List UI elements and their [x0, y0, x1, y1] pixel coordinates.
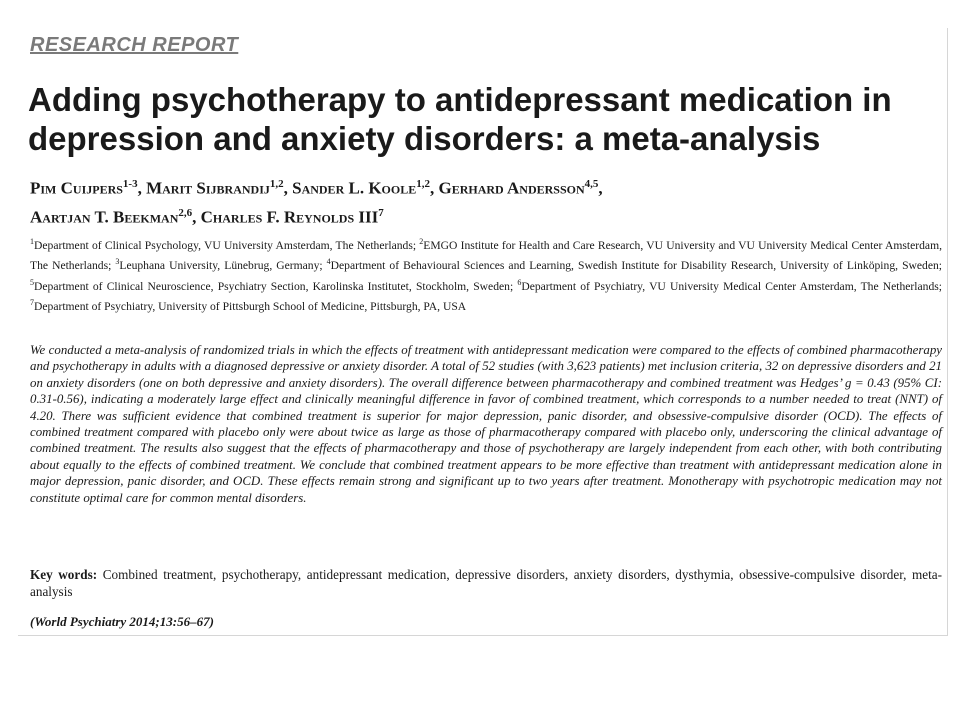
affiliation-text: EMGO Institute for Health and Care Research, VU University and VU University Medical Center Amsterdam, The Netherlands;: [30, 238, 942, 273]
author-affiliation-marker: 1,2: [416, 178, 430, 190]
author-name: Gerhard Andersson: [438, 178, 585, 198]
keywords: [30, 566, 942, 600]
affiliation-number: 7: [30, 297, 34, 307]
affiliation-number: 4: [326, 257, 331, 267]
author-list: Pim Cuijpers$^{1-3}$, Marit Sijbrandij$^{1,2}$, Sander L. Koole$^{1,2}$, Gerhard Andersson$^{4,5}$, Aartjan T. Beekman$^{2,6}$, Charles F. Reynolds III$^7$: [30, 178, 603, 227]
keywords-text: Combined treatment, psychotherapy, antidepressant medication, depressive disorders, anxiety disorders, dysthymia, obsessive-compulsive disorder, meta-analysis: [30, 567, 942, 599]
abstract: We conducted a meta-analysis of randomized trials in which the effects of treatment with antidepressant medication were compared to the effects of combined pharmacotherapy and psychotherapy in adults with a diagnosed depressive or anxiety disorder. A total of 52 studies (with 3,623 patients) met inclusion criteria, 32 on depressive disorders and 21 on anxiety disorders (one on both depressive and anxiety disorders). The overall difference between pharmacotherapy and combined treatment was Hedges’ g = 0.43 (95% CI: 0.31-0.56), indicating a moderately large effect and clinically meaningful difference in favor of combined treatment, which corresponds to a number needed to treat (NNT) of 4.20. There was sufficient evidence that combined treatment is superior for major depression, panic disorder, and obsessive-compulsive disorder (OCD). The effects of combined treatment compared with placebo only were about twice as large as those of pharmacotherapy compared with placebo only, underscoring the clinical advantage of combined treatment. The results also suggest that the effects of pharmacotherapy and those of psychotherapy are largely independent from each other, with both contributing about equally to the effects of combined treatment. We conclude that combined treatment appears to be more effective than treatment with antidepressant medication alone in major depression, panic disorder, and OCD. These effects remain strong and significant up to two years after treatment. Monotherapy with psychotropic medication may not constitute optimal care for common mental disorders.: [30, 343, 942, 505]
author-name: Aartjan T. Beekman: [30, 207, 179, 227]
author-name: Marit Sijbrandij: [146, 178, 270, 198]
author-name: Sander L. Koole: [292, 178, 417, 198]
author-affiliation-marker: 7: [378, 206, 384, 219]
affiliation-number: 1: [30, 237, 34, 246]
section-label: RESEARCH REPORT: [30, 34, 239, 56]
affiliation-text: Department of Behavioural Sciences and Learning, Swedish Institute for Disability Research, University of Linköping, Sweden;: [330, 259, 942, 273]
affiliation-number: 2: [419, 237, 424, 246]
citation: (World Psychiatry 2014;13:56–67): [30, 614, 214, 629]
author-affiliation-marker: 1,2: [269, 178, 284, 190]
affiliation-text: Leuphana University, Lünebrug, Germany;: [119, 259, 327, 273]
affiliation-number: 6: [517, 277, 522, 287]
affiliation-text: Department of Psychiatry, VU University Medical Center Amsterdam, The Netherlands;: [521, 279, 942, 293]
affiliation-number: 3: [115, 257, 120, 267]
author-name: Pim Cuijpers: [30, 178, 123, 198]
paper-title: Adding psychotherapy to antidepressant medication in depression and anxiety disorders: a meta-analysis: [28, 81, 892, 157]
affiliation-text: Department of Clinical Neuroscience, Psychiatry Section, Karolinska Institutet, Stockholm, Sweden;: [34, 279, 518, 293]
keywords-label: Key words:: [30, 567, 98, 582]
author-affiliation-marker: 2,6: [178, 206, 193, 219]
author-affiliation-marker: 1-3: [122, 178, 138, 190]
affiliation-text: Department of Clinical Psychology, VU University Amsterdam, The Netherlands;: [34, 238, 420, 252]
affiliations: [30, 234, 942, 315]
author-affiliation-marker: 4,5: [584, 178, 599, 190]
author-name: Charles F. Reynolds III: [200, 207, 379, 227]
affiliation-number: 5: [30, 277, 34, 287]
affiliation-text: Department of Psychiatry, University of Pittsburgh School of Medicine, Pittsburgh, PA, USA: [34, 299, 467, 313]
